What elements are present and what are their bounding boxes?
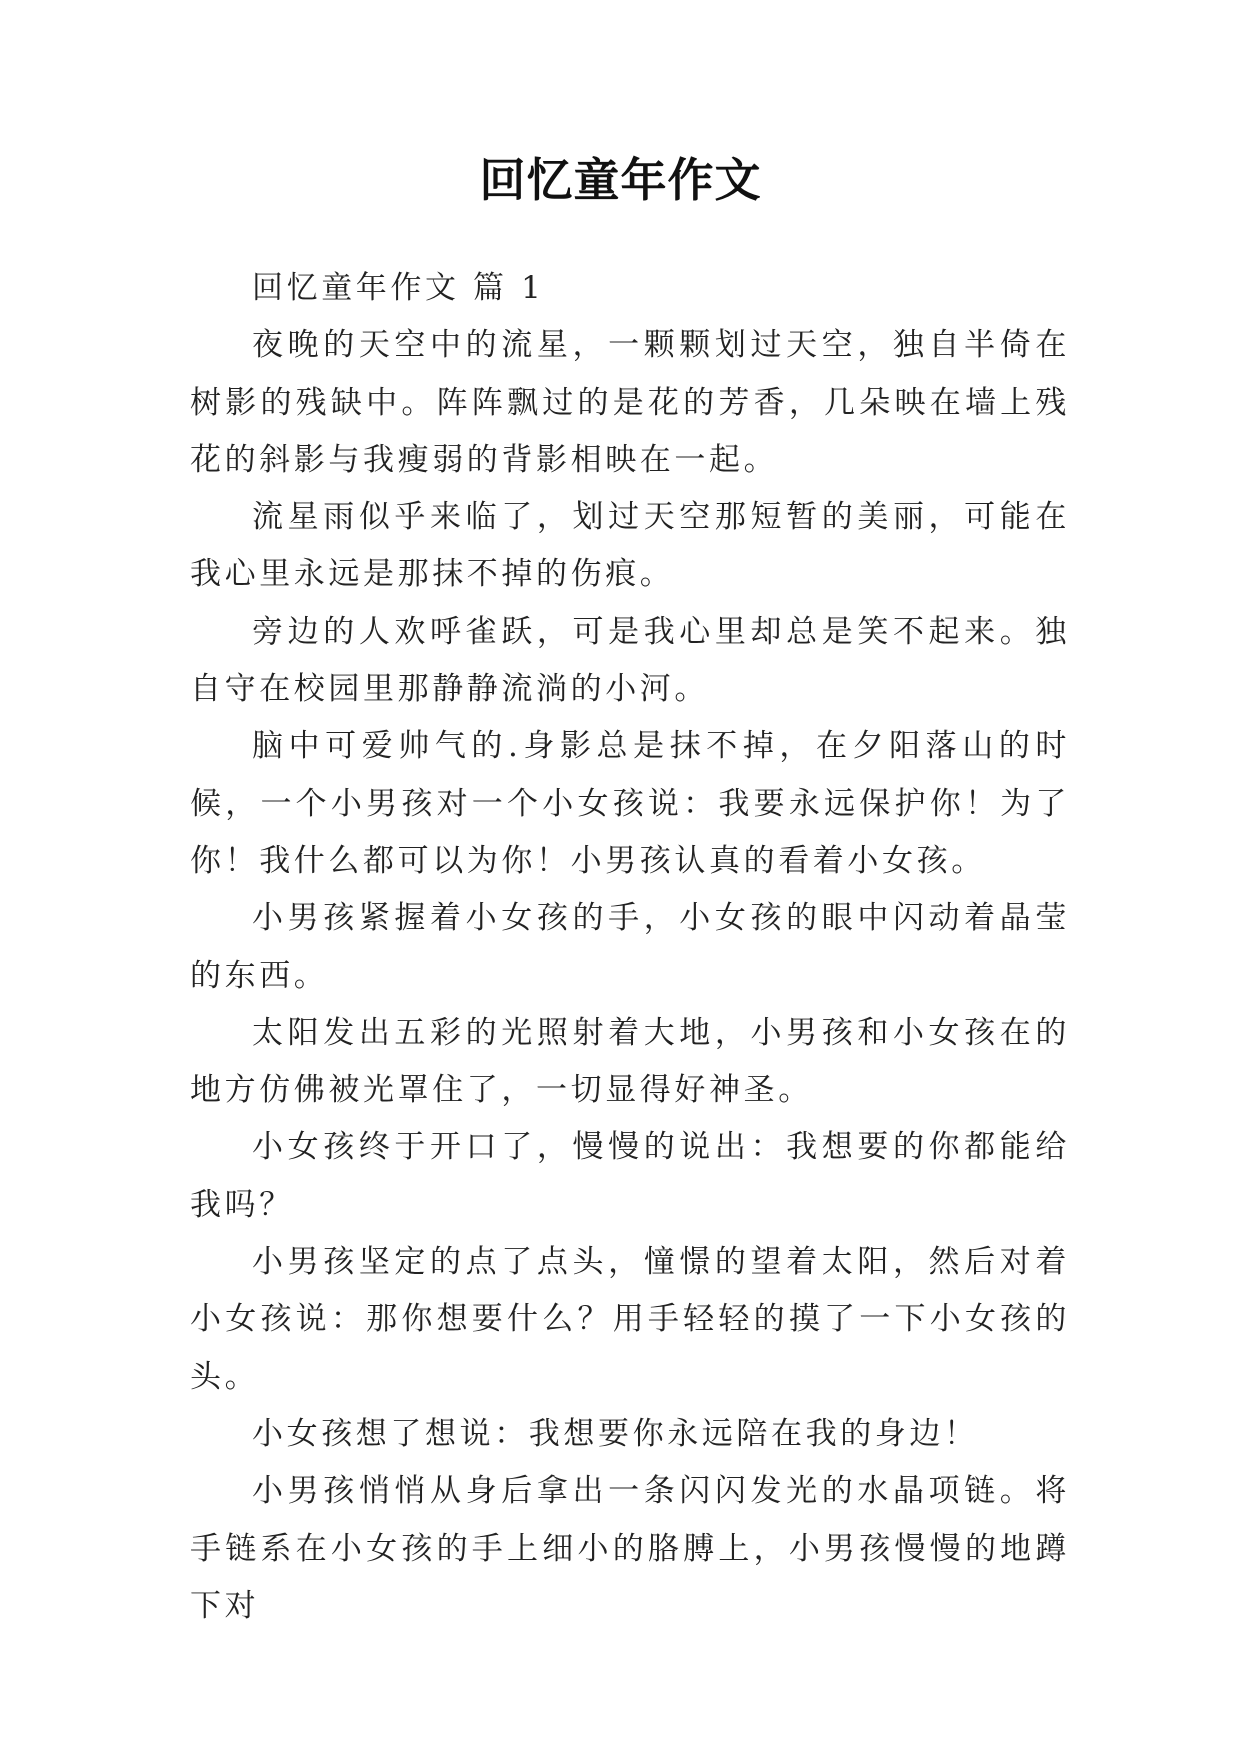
paragraph: 旁边的人欢呼雀跃，可是我心里却总是笑不起来。独自守在校园里那静静流淌的小河。 — [190, 613, 1070, 708]
section-heading: 回忆童年作文 篇 1 — [252, 270, 545, 306]
paragraph: 小女孩想了想说：我想要你永远陪在我的身边！ — [252, 1415, 979, 1452]
paragraph: 小男孩悄悄从身后拿出一条闪闪发光的水晶项链。将手链系在小女孩的手上细小的胳膊上，小男孩慢慢的地蹲下对 — [190, 1473, 1070, 1624]
paragraph: 太阳发出五彩的光照射着大地，小男孩和小女孩在的地方仿佛被光罩住了，一切显得好神圣。 — [190, 1014, 1070, 1109]
document-body — [190, 260, 1070, 1635]
paragraph: 小男孩紧握着小女孩的手，小女孩的眼中闪动着晶莹的东西。 — [190, 900, 1070, 994]
paragraph: 夜晚的天空中的流星，一颗颗划过天空，独自半倚在树影的残缺中。阵阵飘过的是花的芳香，几朵映在墙上残花的斜影与我瘦弱的背影相映在一起。 — [190, 327, 1070, 478]
paragraph: 小男孩坚定的点了点头，憧憬的望着太阳，然后对着小女孩说：那你想要什么？用手轻轻的摸了一下小女孩的头。 — [190, 1244, 1070, 1395]
paragraph: 脑中可爱帅气的.身影总是抹不掉，在夕阳落山的时候，一个小男孩对一个小女孩说：我要永远保护你！为了你！我什么都可以为你！小男孩认真的看着小女孩。 — [190, 728, 1070, 879]
paragraph: 小女孩终于开口了，慢慢的说出：我想要的你都能给我吗？ — [190, 1129, 1070, 1223]
paragraph: 流星雨似乎来临了，划过天空那短暂的美丽，可能在我心里永远是那抹不掉的伤痕。 — [190, 499, 1070, 593]
document-title: 回忆童年作文 — [479, 153, 762, 207]
